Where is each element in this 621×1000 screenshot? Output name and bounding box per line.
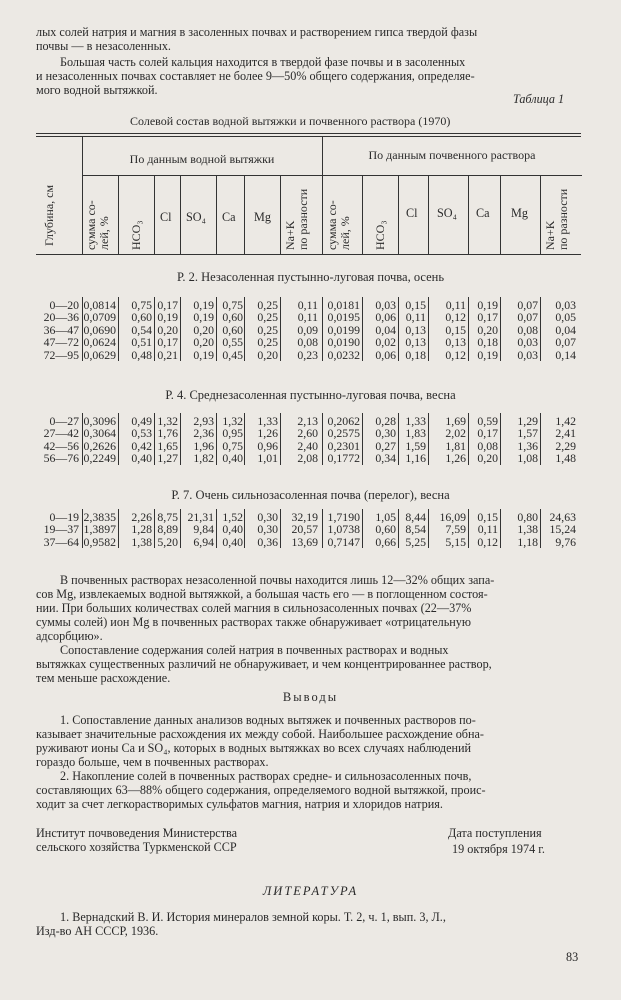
water-extract-cell: 0,40: [222, 534, 243, 549]
water-extract-cell: 1,3897: [83, 522, 116, 537]
soil-solution-cell: 0,06: [375, 310, 396, 325]
soil-solution-cell: 0,03: [555, 298, 576, 312]
water-extract-cell: 1,52: [222, 510, 243, 524]
soil-solution-cell: 1,33: [405, 414, 426, 428]
soil-solution-cell: 1,59: [405, 438, 426, 453]
soil-solution-cell: 2,02: [445, 426, 466, 441]
conclusions-heading: Выводы: [282, 690, 339, 704]
soil-solution-cell: 0,18: [477, 335, 498, 350]
header-col-sum: сумма со- лей, %: [325, 200, 352, 250]
water-extract-cell: 0,25: [257, 310, 278, 325]
depth-cell: 56—76: [43, 451, 79, 466]
soil-solution-cell: 0,13: [405, 335, 426, 350]
water-extract-cell: 2,26: [131, 510, 152, 524]
header-col-ca: Ca: [222, 210, 236, 224]
water-extract-cell: 0,17: [157, 298, 178, 312]
water-extract-cell: 0,30: [257, 522, 278, 537]
soil-solution-cell: 0,07: [517, 310, 538, 325]
water-extract-cell: 0,54: [131, 322, 152, 337]
water-extract-cell: 1,28: [131, 522, 152, 537]
water-extract-cell: 2,36: [193, 426, 214, 441]
water-extract-cell: 0,75: [222, 438, 243, 453]
text-line: Сопоставление содержания солей натрия в почвенных растворах и водных: [60, 643, 449, 657]
water-extract-cell: 0,17: [157, 335, 178, 350]
water-extract-cell: 0,20: [193, 335, 214, 350]
water-extract-cell: 0,96: [257, 438, 278, 453]
reference-line: Изд-во АН СССР, 1936.: [36, 924, 159, 938]
water-extract-cell: 0,40: [222, 522, 243, 537]
water-extract-cell: 0,40: [131, 451, 152, 466]
soil-solution-cell: 0,15: [445, 322, 466, 337]
soil-solution-cell: 0,2062: [327, 414, 360, 428]
water-extract-cell: 0,75: [131, 298, 152, 312]
table-col-divider: [468, 175, 469, 254]
water-extract-cell: 0,2626: [83, 438, 116, 453]
water-extract-cell: 0,0624: [83, 335, 116, 350]
soil-solution-cell: 0,08: [517, 322, 538, 337]
soil-solution-cell: 0,04: [555, 322, 576, 337]
water-extract-cell: 0,48: [131, 347, 152, 362]
table-col-divider: [180, 175, 181, 254]
depth-cell: 72—95: [43, 347, 79, 362]
text-line: Большая часть солей кальция находится в твердой фазе почвы и в засоленных: [60, 55, 466, 69]
text-line: и незасоленных почвах составляет не более 9—50% общего содержания, определяе-: [36, 69, 475, 83]
soil-solution-cell: 8,54: [405, 522, 426, 537]
water-extract-cell: 1,27: [157, 451, 178, 466]
water-extract-cell: 0,19: [193, 347, 214, 362]
soil-solution-cell: 0,11: [445, 298, 466, 312]
soil-solution-cell: 0,27: [375, 438, 396, 453]
header-col-nak: Na+K по разности: [543, 188, 570, 250]
water-extract-cell: 0,19: [193, 298, 214, 312]
text-line: 2. Накопление солей в почвенных растворах средне- и сильнозасоленных почв,: [60, 769, 472, 783]
table-col-divider: [118, 175, 119, 254]
soil-solution-cell: 0,2301: [327, 438, 360, 453]
soil-solution-cell: 5,15: [445, 534, 466, 549]
page-number: 83: [566, 950, 579, 964]
water-extract-cell: 2,93: [193, 414, 214, 428]
depth-cell: 0—20: [49, 298, 79, 312]
soil-solution-cell: 0,34: [375, 451, 396, 466]
water-extract-cell: 8,89: [157, 522, 178, 537]
water-extract-cell: 1,26: [257, 426, 278, 441]
institute-name: Институт почвоведения Министерства: [36, 826, 238, 840]
water-extract-cell: 0,23: [297, 347, 318, 362]
water-extract-cell: 0,75: [222, 298, 243, 312]
water-extract-cell: 0,9582: [83, 534, 116, 549]
text-line: лых солей натрия и магния в засоленных почвах и растворением гипса твердой фазы: [36, 25, 478, 39]
soil-solution-cell: 1,08: [517, 451, 538, 466]
water-extract-cell: 8,75: [157, 510, 178, 524]
header-col-cl: Cl: [160, 210, 172, 224]
table-rule-top: [36, 133, 581, 134]
text-line: 1. Сопоставление данных анализов водных вытяжек и почвенных растворов по-: [60, 713, 476, 727]
soil-solution-cell: 1,36: [517, 438, 538, 453]
soil-solution-cell: 0,13: [405, 322, 426, 337]
soil-solution-cell: 1,7190: [327, 510, 360, 524]
soil-solution-cell: 0,66: [375, 534, 396, 549]
header-col-ca: Ca: [476, 206, 490, 220]
water-extract-cell: 0,11: [297, 310, 318, 325]
header-group-soil: По данным почвенного раствора: [368, 148, 536, 162]
soil-solution-cell: 1,81: [445, 438, 466, 453]
water-extract-cell: 0,2249: [83, 451, 116, 466]
water-extract-cell: 1,33: [257, 414, 278, 428]
header-col-so4: SO₄: [186, 210, 206, 224]
header-col-sum: сумма со- лей, %: [84, 200, 111, 250]
soil-solution-cell: 0,04: [375, 322, 396, 337]
water-extract-cell: 2,08: [297, 451, 318, 466]
water-extract-cell: 5,20: [157, 534, 178, 549]
water-extract-cell: 0,11: [297, 298, 318, 312]
water-extract-cell: 0,20: [257, 347, 278, 362]
soil-solution-cell: 0,28: [375, 414, 396, 428]
soil-solution-cell: 9,76: [555, 534, 576, 549]
soil-solution-cell: 0,30: [375, 426, 396, 441]
soil-solution-cell: 0,08: [477, 438, 498, 453]
text-line: почвы — в незасоленных.: [36, 39, 171, 53]
soil-solution-cell: 0,20: [477, 451, 498, 466]
water-extract-cell: 9,84: [193, 522, 214, 537]
header-col-so4: SO₄: [437, 206, 457, 220]
water-extract-cell: 0,45: [222, 347, 243, 362]
text-line: казывает значительные расхождения их между собой. Наибольшее расхождение обна-: [36, 727, 484, 741]
water-extract-cell: 0,25: [257, 335, 278, 350]
water-extract-cell: 1,32: [157, 414, 178, 428]
water-extract-cell: 0,60: [222, 310, 243, 325]
soil-solution-cell: 16,09: [439, 510, 466, 524]
table-title: Солевой состав водной вытяжки и почвенного раствора (1970): [130, 114, 451, 128]
received-date-label: Дата поступления: [448, 826, 542, 840]
soil-solution-cell: 0,12: [445, 310, 466, 325]
text-line: ходит за счет легкорастворимых сульфатов магния, натрия и хлоридов натрия.: [36, 797, 443, 811]
text-line: адсорбцию».: [36, 629, 103, 643]
water-extract-cell: 1,01: [257, 451, 278, 466]
soil-solution-cell: 0,7147: [327, 534, 360, 549]
table-col-divider: [398, 175, 399, 254]
soil-solution-cell: 1,38: [517, 522, 538, 537]
water-extract-cell: 0,55: [222, 335, 243, 350]
text-line: суммы солей) ион Mg в почвенных растворах также обнаруживает «отрицательную: [36, 615, 471, 629]
water-extract-cell: 1,65: [157, 438, 178, 453]
table-col-divider: [362, 175, 363, 254]
soil-solution-cell: 7,59: [445, 522, 466, 537]
table-col-divider: [500, 175, 501, 254]
water-extract-cell: 13,69: [291, 534, 318, 549]
soil-solution-cell: 0,20: [477, 322, 498, 337]
table-rule-group: [82, 175, 582, 176]
water-extract-cell: 0,0709: [83, 310, 116, 325]
header-col-mg: Mg: [254, 210, 271, 224]
table-label: Таблица 1: [513, 92, 565, 106]
water-extract-cell: 0,40: [222, 451, 243, 466]
soil-solution-cell: 0,11: [477, 522, 498, 537]
text-line: составляющих 63—88% общего содержания, определяемого водной вытяжкой, проис-: [36, 783, 486, 797]
water-extract-cell: 1,38: [131, 534, 152, 549]
soil-solution-cell: 0,14: [555, 347, 576, 362]
soil-solution-cell: 0,0190: [327, 335, 360, 350]
water-extract-cell: 32,19: [291, 510, 318, 524]
water-extract-cell: 1,96: [193, 438, 214, 453]
table-col-divider: [540, 175, 541, 254]
water-extract-cell: 6,94: [193, 534, 214, 549]
water-extract-cell: 2,60: [297, 426, 318, 441]
water-extract-cell: 2,3835: [83, 510, 116, 524]
water-extract-cell: 0,42: [131, 438, 152, 453]
soil-solution-cell: 0,17: [477, 426, 498, 441]
soil-solution-cell: 0,03: [517, 347, 538, 362]
depth-cell: 20—36: [43, 310, 79, 325]
header-col-hco3: HCO₃: [373, 220, 387, 250]
soil-solution-cell: 0,05: [555, 310, 576, 325]
water-extract-cell: 0,20: [193, 322, 214, 337]
water-extract-cell: 1,32: [222, 414, 243, 428]
water-extract-cell: 0,0814: [83, 298, 116, 312]
soil-solution-cell: 1,29: [517, 414, 538, 428]
water-extract-cell: 0,3096: [83, 414, 116, 428]
depth-cell: 19—37: [43, 522, 79, 537]
header-col-cl: Cl: [406, 206, 418, 220]
soil-solution-cell: 0,17: [477, 310, 498, 325]
water-extract-cell: 0,53: [131, 426, 152, 441]
institute-name: сельского хозяйства Туркменской ССР: [36, 840, 237, 854]
soil-solution-cell: 0,15: [405, 298, 426, 312]
soil-solution-cell: 2,29: [555, 438, 576, 453]
text-line: нии. При больших количествах солей магния в сильнозасоленных почвах (22—37%: [36, 601, 472, 615]
soil-solution-cell: 1,83: [405, 426, 426, 441]
soil-solution-cell: 0,13: [445, 335, 466, 350]
soil-solution-cell: 0,19: [477, 347, 498, 362]
text-line: руживают ионы Ca и SO₄, которых в водных вытяжках во всех случаях наблюдений: [36, 741, 472, 755]
water-extract-cell: 0,0629: [83, 347, 116, 362]
soil-solution-cell: 15,24: [549, 522, 576, 537]
soil-solution-cell: 0,18: [405, 347, 426, 362]
soil-solution-cell: 1,26: [445, 451, 466, 466]
header-group-water: По данным водной вытяжки: [129, 152, 275, 166]
text-line: мого водной вытяжкой.: [36, 83, 158, 97]
water-extract-cell: 0,19: [157, 310, 178, 325]
soil-solution-cell: 0,80: [517, 510, 538, 524]
section-title: Р. 4. Среднезасоленная пустынно-луговая почва, весна: [165, 388, 456, 402]
soil-solution-cell: 0,12: [445, 347, 466, 362]
soil-solution-cell: 24,63: [549, 510, 576, 524]
soil-solution-cell: 0,07: [555, 335, 576, 350]
soil-solution-cell: 0,03: [375, 298, 396, 312]
soil-solution-cell: 1,0738: [327, 522, 360, 537]
depth-cell: 42—56: [43, 438, 79, 453]
soil-solution-cell: 0,60: [375, 522, 396, 537]
soil-solution-cell: 0,07: [517, 298, 538, 312]
water-extract-cell: 0,20: [157, 322, 178, 337]
water-extract-cell: 0,3064: [83, 426, 116, 441]
soil-solution-cell: 1,48: [555, 451, 576, 466]
header-col-nak: Na+K по разности: [283, 188, 310, 250]
text-line: гораздо больше, чем в почвенных растворах.: [36, 755, 269, 769]
soil-solution-cell: 1,18: [517, 534, 538, 549]
soil-solution-cell: 0,0232: [327, 347, 360, 362]
section-title: Р. 7. Очень сильнозасоленная почва (перелог), весна: [171, 488, 450, 502]
depth-cell: 0—19: [49, 510, 79, 524]
water-extract-cell: 0,25: [257, 322, 278, 337]
depth-cell: 47—72: [43, 335, 79, 350]
soil-solution-cell: 0,2575: [327, 426, 360, 441]
soil-solution-cell: 0,15: [477, 510, 498, 524]
water-extract-cell: 0,51: [131, 335, 152, 350]
water-extract-cell: 0,49: [131, 414, 152, 428]
text-line: тем меньше расхождение.: [36, 671, 171, 685]
soil-solution-cell: 0,11: [405, 310, 426, 325]
soil-solution-cell: 0,0195: [327, 310, 360, 325]
water-extract-cell: 0,08: [297, 335, 318, 350]
water-extract-cell: 20,57: [291, 522, 318, 537]
soil-solution-cell: 0,1772: [327, 451, 360, 466]
table-col-divider: [154, 175, 155, 254]
soil-solution-cell: 0,02: [375, 335, 396, 350]
water-extract-cell: 2,40: [297, 438, 318, 453]
table-rule-top-double: [36, 136, 581, 137]
depth-cell: 37—64: [43, 534, 79, 549]
soil-solution-cell: 0,06: [375, 347, 396, 362]
text-line: вытяжках существенных различий не обнаруживает, и чем концентрированнее раствор,: [36, 657, 492, 671]
depth-cell: 27—42: [43, 426, 79, 441]
depth-cell: 0—27: [49, 414, 79, 428]
water-extract-cell: 0,0690: [83, 322, 116, 337]
depth-cell: 36—47: [43, 322, 79, 337]
water-extract-cell: 1,82: [193, 451, 214, 466]
water-extract-cell: 2,13: [297, 414, 318, 428]
soil-solution-cell: 0,03: [517, 335, 538, 350]
water-extract-cell: 0,36: [257, 534, 278, 549]
water-extract-cell: 0,60: [131, 310, 152, 325]
soil-solution-cell: 0,19: [477, 298, 498, 312]
table-rule-header-bottom: [36, 254, 581, 255]
literature-heading: ЛИТЕРАТУРА: [262, 884, 359, 898]
table-col-divider: [280, 175, 281, 254]
soil-solution-cell: 0,0199: [327, 322, 360, 337]
soil-solution-cell: 1,69: [445, 414, 466, 428]
soil-solution-cell: 1,57: [517, 426, 538, 441]
soil-solution-cell: 2,41: [555, 426, 576, 441]
table-col-divider: [216, 175, 217, 254]
water-extract-cell: 0,25: [257, 298, 278, 312]
section-title: Р. 2. Незасоленная пустынно-луговая почва, осень: [176, 270, 445, 284]
soil-solution-cell: 1,05: [375, 510, 396, 524]
soil-solution-cell: 0,0181: [327, 298, 360, 312]
header-depth: Глубина, см: [42, 184, 56, 246]
header-col-mg: Mg: [511, 206, 528, 220]
water-extract-cell: 0,30: [257, 510, 278, 524]
received-date: 19 октября 1974 г.: [452, 842, 545, 856]
table-col-divider: [244, 175, 245, 254]
water-extract-cell: 0,21: [157, 347, 178, 362]
text-line: сов Mg, извлекаемых водной вытяжкой, а большая часть его — в поглощенном состоя-: [36, 587, 488, 601]
soil-solution-cell: 0,59: [477, 414, 498, 428]
water-extract-cell: 21,31: [187, 510, 214, 524]
water-extract-cell: 0,60: [222, 322, 243, 337]
soil-solution-cell: 8,44: [405, 510, 426, 524]
header-col-hco3: HCO₃: [129, 220, 143, 250]
soil-solution-cell: 1,16: [405, 451, 426, 466]
soil-solution-cell: 1,42: [555, 414, 576, 428]
water-extract-cell: 0,19: [193, 310, 214, 325]
soil-solution-cell: 5,25: [405, 534, 426, 549]
water-extract-cell: 0,95: [222, 426, 243, 441]
table-col-divider: [428, 175, 429, 254]
soil-solution-cell: 0,12: [477, 534, 498, 549]
water-extract-cell: 0,09: [297, 322, 318, 337]
water-extract-cell: 1,76: [157, 426, 178, 441]
reference-line: 1. Вернадский В. И. История минералов земной коры. Т. 2, ч. 1, вып. 3, Л.,: [60, 910, 446, 924]
text-line: В почвенных растворах незасоленной почвы находится лишь 12—32% общих запа-: [60, 573, 495, 587]
